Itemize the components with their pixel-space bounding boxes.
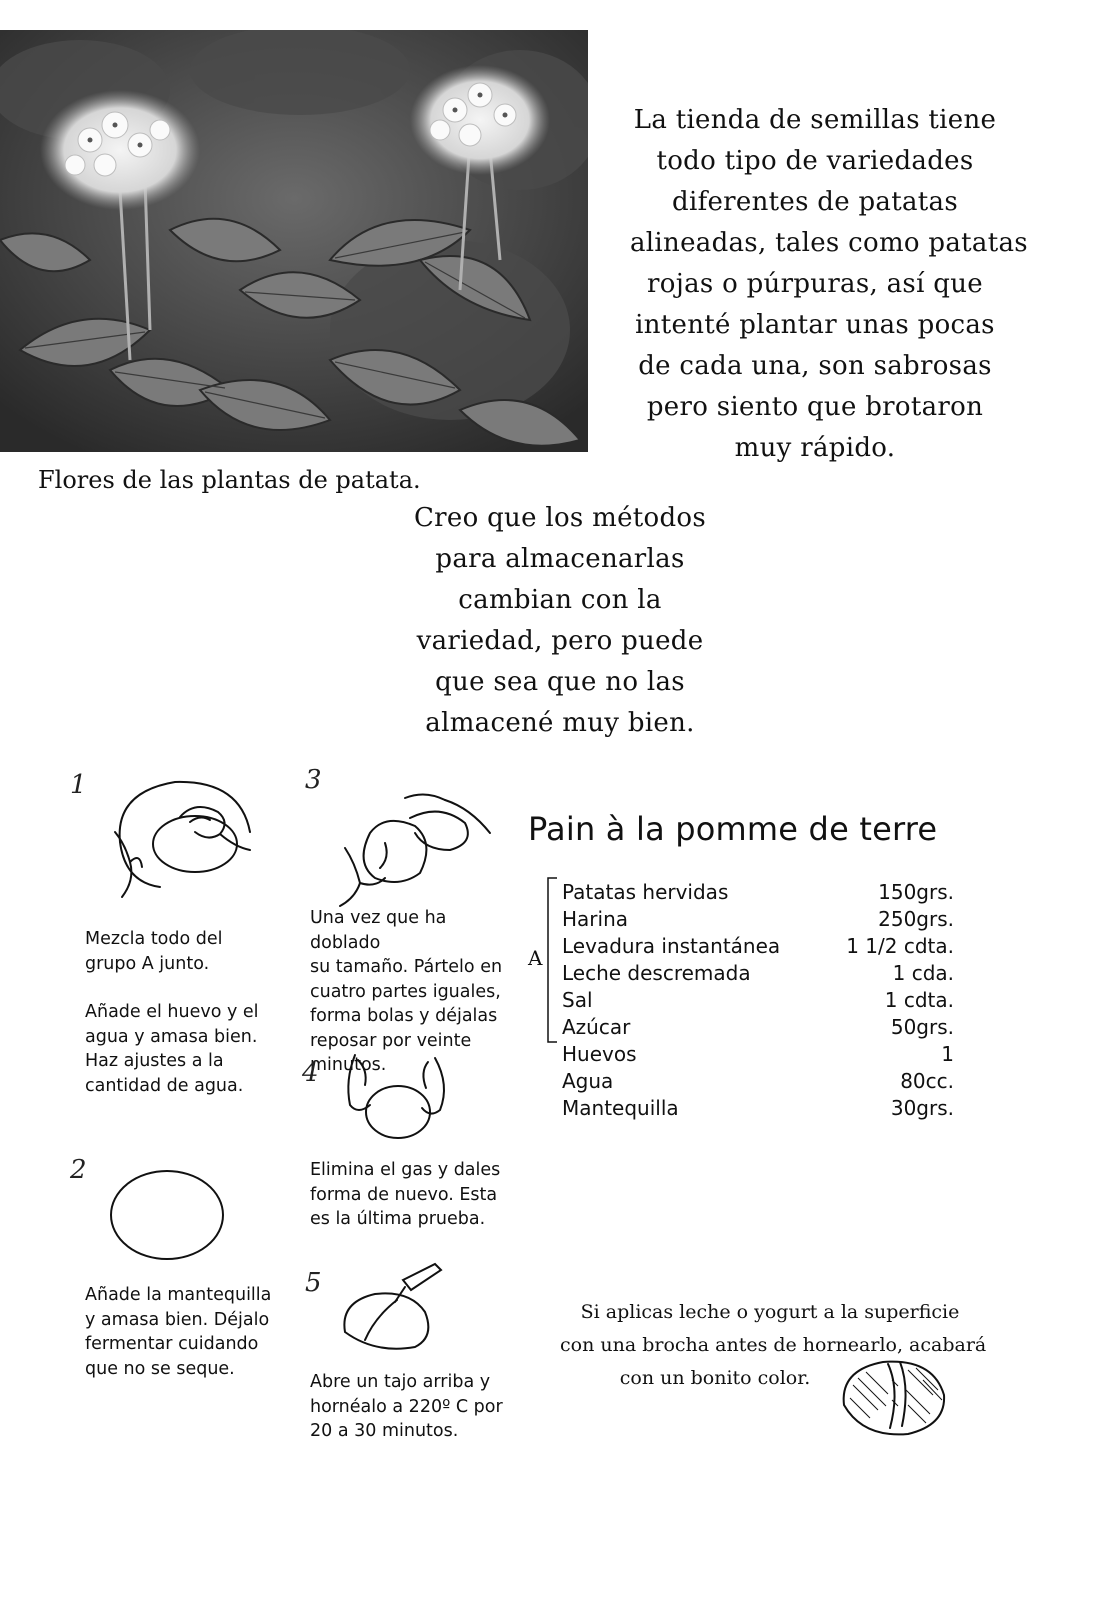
ingredient-qty: 50grs.: [890, 1015, 954, 1039]
ingredient-qty: 1: [941, 1042, 954, 1066]
step-2-number: 2: [70, 1155, 87, 1185]
step-4-text: [310, 1158, 520, 1232]
potato-flowers-photo: [0, 30, 588, 452]
ingredient-row: [562, 1041, 954, 1068]
note-line: variedad, pero puede: [416, 626, 704, 656]
step-line: Elimina el gas y dales: [310, 1160, 501, 1180]
seed-store-note: [630, 100, 1028, 469]
ingredient-name: Azúcar: [562, 1015, 631, 1039]
note-line: almacené muy bien.: [425, 708, 695, 738]
photo-caption: Flores de las plantas de patata.: [38, 466, 421, 494]
ingredient-name: Levadura instantánea: [562, 934, 781, 958]
ingredient-name: Harina: [562, 907, 629, 931]
ingredient-qty: 250grs.: [878, 907, 954, 931]
note-line: cambian con la: [458, 585, 662, 615]
step-line: cuatro partes iguales,: [310, 981, 501, 1002]
step-3-number: 3: [305, 765, 322, 795]
step-line: Abre un tajo arriba y: [310, 1372, 491, 1392]
step-line: forma bolas y déjalas: [310, 1006, 498, 1026]
step-1-text: [85, 927, 305, 1098]
step-line: Una vez que ha doblado: [310, 908, 447, 953]
ingredient-qty: 30grs.: [890, 1096, 954, 1120]
step-4-number: 4: [302, 1058, 319, 1088]
note-line: intenté plantar unas pocas: [635, 310, 995, 340]
ingredient-row: [562, 1068, 954, 1095]
shaping-dough-illustration: [330, 1050, 465, 1145]
step-line: Mezcla todo del: [85, 929, 223, 949]
ingredient-row: [562, 1095, 954, 1122]
note-line: de cada una, son sabrosas: [638, 351, 992, 381]
step-line: su tamaño. Pártelo en: [310, 957, 503, 977]
note-line: muy rápido.: [734, 433, 896, 463]
ingredient-qty: 1 cdta.: [884, 988, 954, 1012]
photo-illustration: [0, 30, 588, 452]
step-line: Añade la mantequilla: [85, 1285, 272, 1305]
ingredient-row: [562, 960, 954, 987]
note-line: diferentes de patatas: [672, 187, 958, 217]
ingredient-row: [562, 906, 954, 933]
dividing-dough-illustration: [330, 788, 500, 908]
step-line: reposar por veinte: [310, 1030, 472, 1051]
step-2-text: [85, 1283, 305, 1381]
ingredient-qty: 1 1/2 cdta.: [846, 934, 954, 958]
step-line: Haz ajustes a la: [85, 1051, 224, 1071]
ingredient-name: Mantequilla: [562, 1096, 679, 1120]
step-line: Añade el huevo y el: [85, 1002, 259, 1022]
step-line: 20 a 30 minutos.: [310, 1421, 459, 1441]
step-line: hornéalo a 220º C por: [310, 1396, 503, 1417]
scoring-bread-illustration: [335, 1262, 455, 1362]
ingredient-name: Huevos: [562, 1042, 637, 1066]
note-line: La tienda de semillas tiene: [633, 105, 997, 135]
ingredient-row: [562, 1014, 954, 1041]
ingredient-row: [562, 879, 954, 906]
note-line: Si aplicas leche o yogurt a la superficie: [580, 1301, 960, 1323]
recipe-title: Pain à la pomme de terre: [528, 810, 938, 848]
ingredient-row: [562, 933, 954, 960]
note-line: pero siento que brotaron: [646, 392, 984, 422]
note-line: que sea que no las: [435, 667, 685, 697]
ingredient-row: [562, 987, 954, 1014]
step-5-number: 5: [305, 1268, 322, 1298]
step-line: minutos.: [310, 1055, 387, 1075]
ingredient-qty: 150grs.: [878, 880, 954, 904]
ingredients-list: [562, 879, 954, 1129]
step-line: fermentar cuidando: [85, 1334, 259, 1354]
note-line: con una brocha antes de hornearlo, acabará: [560, 1334, 987, 1356]
step-line: grupo A junto.: [85, 953, 210, 974]
step-line: cantidad de agua.: [85, 1075, 244, 1096]
step-line: forma de nuevo. Esta: [310, 1184, 498, 1205]
ingredient-name: Sal: [562, 988, 593, 1012]
ingredient-name: Leche descremada: [562, 961, 751, 985]
ingredient-name: Agua: [562, 1069, 614, 1093]
step-line: agua y amasa bien.: [85, 1026, 258, 1047]
step-line: que no se seque.: [85, 1358, 235, 1379]
note-line: rojas o púrpuras, así que: [647, 269, 983, 299]
note-line: para almacenarlas: [435, 544, 685, 574]
ingredient-qty: 1 cda.: [892, 961, 954, 985]
kneading-hands-illustration: [100, 772, 260, 902]
step-line: y amasa bien. Déjalo: [85, 1309, 270, 1330]
note-line: alineadas, tales como patatas: [630, 228, 1028, 258]
dough-ball-illustration: [100, 1165, 235, 1265]
ingredient-name: Patatas hervidas: [562, 880, 729, 904]
step-line: es la última prueba.: [310, 1209, 486, 1229]
note-line: Creo que los métodos: [413, 503, 707, 533]
step-1-number: 1: [70, 770, 87, 800]
baked-loaf-illustration: [838, 1350, 950, 1440]
group-a-label: A: [528, 946, 543, 970]
note-line: todo tipo de variedades: [656, 146, 974, 176]
group-a-bracket: [545, 877, 559, 1043]
storage-note: [395, 498, 725, 744]
note-line: con un bonito color.: [619, 1367, 811, 1389]
ingredient-qty: 80cc.: [900, 1069, 954, 1093]
